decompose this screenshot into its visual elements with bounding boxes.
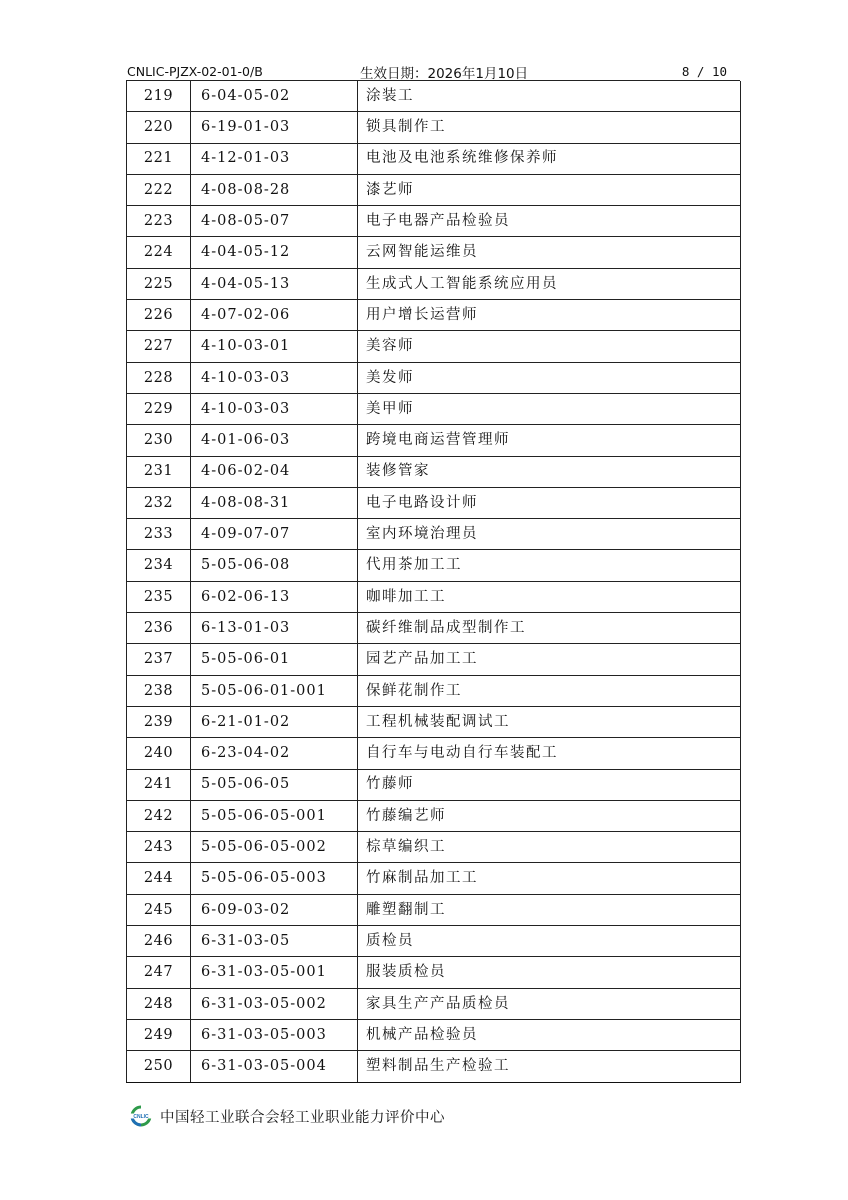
table-row <box>127 863 741 894</box>
table-row <box>127 112 741 143</box>
row-number-cell: 246 <box>127 926 191 957</box>
occupation-name-cell: 云网智能运维员 <box>358 237 741 268</box>
occupation-code-cell: 6-19-01-03 <box>191 112 358 143</box>
effective-date: 生效日期：2026年1月10日 <box>360 66 529 82</box>
occupation-code-cell: 5-05-06-05-003 <box>191 863 358 894</box>
table-row <box>127 706 741 737</box>
table-row <box>127 613 741 644</box>
occupation-name-cell: 电池及电池系统维修保养师 <box>358 143 741 174</box>
row-number-cell: 223 <box>127 206 191 237</box>
occupation-table <box>126 81 741 1083</box>
occupation-name-cell: 服装质检员 <box>358 957 741 988</box>
row-number-cell: 240 <box>127 738 191 769</box>
row-number-cell: 230 <box>127 425 191 456</box>
table-row <box>127 644 741 675</box>
occupation-code-cell: 6-21-01-02 <box>191 706 358 737</box>
cnlic-logo-icon <box>127 1105 155 1127</box>
table-row <box>127 1019 741 1050</box>
table-row <box>127 769 741 800</box>
occupation-code-cell: 6-02-06-13 <box>191 581 358 612</box>
table-row <box>127 456 741 487</box>
table-row <box>127 143 741 174</box>
table-row <box>127 487 741 518</box>
occupation-code-cell: 5-05-06-05 <box>191 769 358 800</box>
occupation-code-cell: 4-08-08-31 <box>191 487 358 518</box>
row-number-cell: 231 <box>127 456 191 487</box>
occupation-name-cell: 美容师 <box>358 331 741 362</box>
occupation-name-cell: 咖啡加工工 <box>358 581 741 612</box>
occupation-name-cell: 漆艺师 <box>358 174 741 205</box>
occupation-code-cell: 6-23-04-02 <box>191 738 358 769</box>
occupation-code-cell: 6-31-03-05-003 <box>191 1019 358 1050</box>
organization-name: 中国轻工业联合会轻工业职业能力评价中心 <box>160 1109 445 1126</box>
table-row <box>127 425 741 456</box>
row-number-cell: 250 <box>127 1051 191 1082</box>
occupation-name-cell: 竹麻制品加工工 <box>358 863 741 894</box>
row-number-cell: 224 <box>127 237 191 268</box>
occupation-code-cell: 4-10-03-01 <box>191 331 358 362</box>
row-number-cell: 219 <box>127 81 191 112</box>
row-number-cell: 228 <box>127 362 191 393</box>
occupation-code-cell: 4-04-05-13 <box>191 268 358 299</box>
occupation-name-cell: 雕塑翻制工 <box>358 894 741 925</box>
row-number-cell: 221 <box>127 143 191 174</box>
occupation-code-cell: 5-05-06-01-001 <box>191 675 358 706</box>
table-row <box>127 738 741 769</box>
table-row <box>127 675 741 706</box>
occupation-code-cell: 5-05-06-05-002 <box>191 832 358 863</box>
occupation-code-cell: 4-01-06-03 <box>191 425 358 456</box>
table-row <box>127 174 741 205</box>
occupation-name-cell: 质检员 <box>358 926 741 957</box>
occupation-name-cell: 涂装工 <box>358 81 741 112</box>
occupation-code-cell: 6-09-03-02 <box>191 894 358 925</box>
occupation-name-cell: 工程机械装配调试工 <box>358 706 741 737</box>
row-number-cell: 236 <box>127 613 191 644</box>
occupation-name-cell: 美发师 <box>358 362 741 393</box>
row-number-cell: 232 <box>127 487 191 518</box>
occupation-code-cell: 6-31-03-05 <box>191 926 358 957</box>
logo-text: CNLIC <box>133 1113 149 1120</box>
table-row <box>127 957 741 988</box>
occupation-name-cell: 锁具制作工 <box>358 112 741 143</box>
occupation-name-cell: 跨境电商运营管理师 <box>358 425 741 456</box>
table-row <box>127 519 741 550</box>
occupation-name-cell: 机械产品检验员 <box>358 1019 741 1050</box>
occupation-code-cell: 4-08-08-28 <box>191 174 358 205</box>
page-header <box>127 62 727 82</box>
occupation-name-cell: 竹藤师 <box>358 769 741 800</box>
occupation-code-cell: 6-31-03-05-001 <box>191 957 358 988</box>
occupation-code-cell: 4-10-03-03 <box>191 393 358 424</box>
row-number-cell: 249 <box>127 1019 191 1050</box>
occupation-code-cell: 4-06-02-04 <box>191 456 358 487</box>
occupation-name-cell: 电子电路设计师 <box>358 487 741 518</box>
occupation-code-cell: 4-07-02-06 <box>191 300 358 331</box>
row-number-cell: 220 <box>127 112 191 143</box>
row-number-cell: 233 <box>127 519 191 550</box>
page-footer <box>127 1104 445 1128</box>
row-number-cell: 244 <box>127 863 191 894</box>
row-number-cell: 234 <box>127 550 191 581</box>
occupation-table-body <box>127 81 741 1082</box>
occupation-name-cell: 室内环境治理员 <box>358 519 741 550</box>
occupation-code-cell: 5-05-06-08 <box>191 550 358 581</box>
document-code: CNLIC-PJZX-02-01-0/B <box>127 64 263 79</box>
row-number-cell: 235 <box>127 581 191 612</box>
occupation-code-cell: 4-12-01-03 <box>191 143 358 174</box>
row-number-cell: 237 <box>127 644 191 675</box>
page-number: 8 / 10 <box>681 64 727 79</box>
row-number-cell: 242 <box>127 800 191 831</box>
occupation-name-cell: 碳纤维制品成型制作工 <box>358 613 741 644</box>
table-row <box>127 926 741 957</box>
occupation-code-cell: 4-09-07-07 <box>191 519 358 550</box>
occupation-code-cell: 6-04-05-02 <box>191 81 358 112</box>
table-row <box>127 331 741 362</box>
occupation-name-cell: 家具生产产品质检员 <box>358 988 741 1019</box>
occupation-name-cell: 园艺产品加工工 <box>358 644 741 675</box>
table-row <box>127 362 741 393</box>
row-number-cell: 227 <box>127 331 191 362</box>
occupation-name-cell: 代用茶加工工 <box>358 550 741 581</box>
occupation-name-cell: 塑料制品生产检验工 <box>358 1051 741 1082</box>
row-number-cell: 248 <box>127 988 191 1019</box>
row-number-cell: 222 <box>127 174 191 205</box>
table-row <box>127 393 741 424</box>
occupation-name-cell: 电子电器产品检验员 <box>358 206 741 237</box>
row-number-cell: 239 <box>127 706 191 737</box>
row-number-cell: 226 <box>127 300 191 331</box>
table-row <box>127 800 741 831</box>
row-number-cell: 241 <box>127 769 191 800</box>
occupation-name-cell: 装修管家 <box>358 456 741 487</box>
row-number-cell: 225 <box>127 268 191 299</box>
occupation-code-cell: 4-10-03-03 <box>191 362 358 393</box>
table-row <box>127 268 741 299</box>
row-number-cell: 247 <box>127 957 191 988</box>
table-row <box>127 206 741 237</box>
occupation-name-cell: 自行车与电动自行车装配工 <box>358 738 741 769</box>
table-row <box>127 894 741 925</box>
table-row <box>127 300 741 331</box>
table-row <box>127 988 741 1019</box>
row-number-cell: 229 <box>127 393 191 424</box>
table-row <box>127 237 741 268</box>
occupation-code-cell: 5-05-06-01 <box>191 644 358 675</box>
occupation-name-cell: 竹藤编艺师 <box>358 800 741 831</box>
table-row <box>127 81 741 112</box>
occupation-code-cell: 4-08-05-07 <box>191 206 358 237</box>
occupation-code-cell: 6-31-03-05-002 <box>191 988 358 1019</box>
table-row <box>127 550 741 581</box>
occupation-name-cell: 用户增长运营师 <box>358 300 741 331</box>
row-number-cell: 245 <box>127 894 191 925</box>
table-row <box>127 581 741 612</box>
row-number-cell: 243 <box>127 832 191 863</box>
occupation-name-cell: 棕草编织工 <box>358 832 741 863</box>
occupation-code-cell: 4-04-05-12 <box>191 237 358 268</box>
occupation-code-cell: 5-05-06-05-001 <box>191 800 358 831</box>
occupation-name-cell: 美甲师 <box>358 393 741 424</box>
occupation-code-cell: 6-31-03-05-004 <box>191 1051 358 1082</box>
table-row <box>127 1051 741 1082</box>
row-number-cell: 238 <box>127 675 191 706</box>
occupation-code-cell: 6-13-01-03 <box>191 613 358 644</box>
occupation-name-cell: 保鲜花制作工 <box>358 675 741 706</box>
table-row <box>127 832 741 863</box>
occupation-name-cell: 生成式人工智能系统应用员 <box>358 268 741 299</box>
